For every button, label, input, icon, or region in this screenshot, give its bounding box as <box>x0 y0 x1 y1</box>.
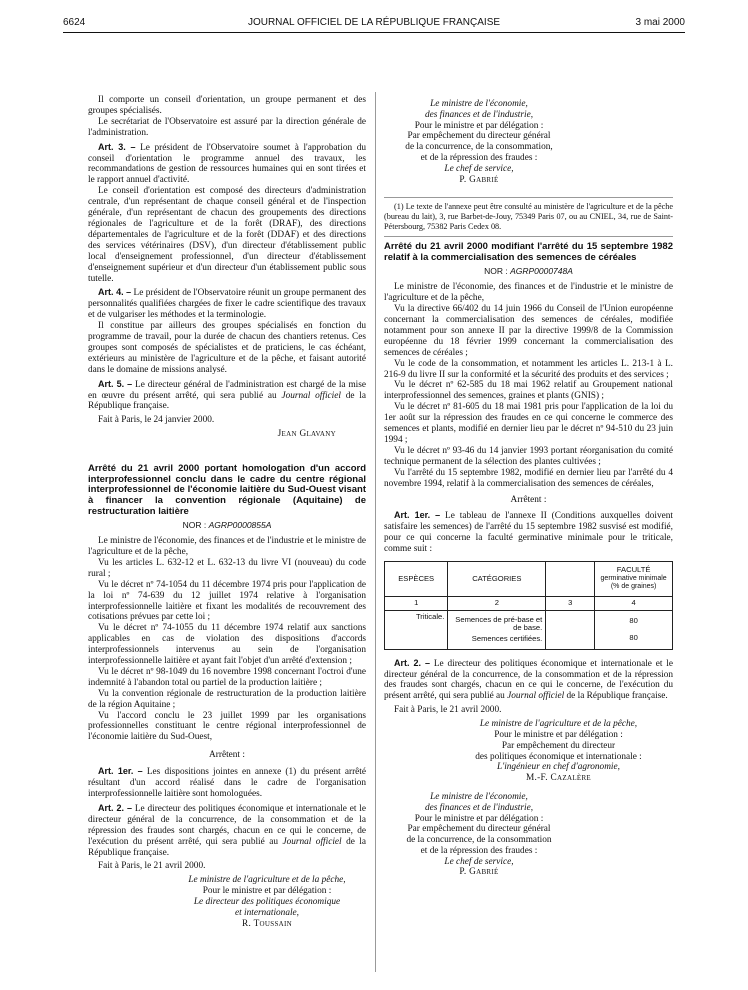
article-label: Art. 1er. – <box>98 766 143 777</box>
paragraph: Vu le décret nº 62-585 du 18 mai 1962 relatif au Groupement national interprofessionnel des semences, graines et plants (GNIS) ; <box>384 380 673 402</box>
sig-line: des politiques économique et internationale : <box>475 751 642 762</box>
journal-title: JOURNAL OFFICIEL DE LA RÉPUBLIQUE FRANÇAISE <box>247 17 501 28</box>
table-number-row <box>385 597 673 611</box>
signature-block <box>384 99 574 185</box>
decree-title: Arrêté du 21 avril 2000 modifiant l'arrêté du 15 septembre 1982 relatif à la commercialisation des semences de céréales <box>384 241 673 263</box>
sig-line: Le ministre de l'agriculture et de la pêche, <box>479 719 638 730</box>
sig-line: Pour le ministre et par délégation : <box>414 813 544 824</box>
article-text: Les dispositions jointes en annexe (1) du présent arrêté résultant d'un accord réalisé dans le cadre de l'organisation interprofessionnelle laitière sont homologuées. <box>88 767 367 799</box>
sig-line: des finances et de l'industrie, <box>424 109 534 120</box>
right-column <box>384 99 673 878</box>
column-divider <box>375 92 376 972</box>
article-1 <box>88 766 366 800</box>
article-label: Art. 4. – <box>98 287 132 298</box>
nor-reference <box>88 520 366 531</box>
paragraph: Vu la directive 66/402 du 14 juin 1966 du Conseil de l'Union européenne concernant la commercialisation des semences de céréales, modifiée notamment pour son annexe II par la directive 1999/8 de la Commission européenne du 18 février 1999 concernant la commercialisation des semences de céréales ; <box>384 304 673 358</box>
sig-line: de la concurrence, de la consommation, <box>405 142 553 153</box>
column-header <box>595 562 673 597</box>
sig-line: des finances et de l'industrie, <box>424 802 534 813</box>
article-text: de la République française. <box>88 836 366 858</box>
signer-name: P. Gabrié <box>459 174 499 185</box>
nor-label: NOR : <box>484 266 511 277</box>
table-cell-categories <box>448 610 546 649</box>
article-1 <box>384 510 673 555</box>
date-line: Fait à Paris, le 21 avril 2000. <box>394 705 502 716</box>
paragraph: Vu l'arrêté du 15 septembre 1982, modifié en dernier lieu par l'arrêté du 4 novembre 1994, relatif à la commercialisation des semences de céréales, <box>384 467 673 489</box>
paragraph: Vu les articles L. 632-12 et L. 632-13 du livre VI (nouveau) du code rural ; <box>88 557 366 579</box>
sig-line: et de la répression des fraudes : <box>420 152 538 163</box>
paragraph: Le conseil d'orientation est composé des directeurs d'administration centrale, d'un représentant de chaque conseil général et de l'inspection générale, d'un représentant de chacun des groupements des directions régionales de l'agriculture et de la forêt (DRAF), des directions départementales de l'agriculture et de la forêt (DDAF) et des directions des services vétérinaires (DSV), d'un directeur d'établissement public local d'enseignement professionnel, d'un directeur d'établissement d'enseignement supérieur et d'un directeur d'un établissement public sous tutelle. <box>88 186 366 284</box>
sig-line: Pour le ministre et par délégation : <box>414 120 544 131</box>
sig-line: de la concurrence, de la consommation <box>406 835 552 846</box>
signer-name: Jean Glavany <box>277 429 336 440</box>
article-label: Art. 2. – <box>394 657 431 668</box>
column-number: 4 <box>595 597 673 611</box>
journal-ref: Journal officiel <box>281 390 341 401</box>
sig-line: Le ministre de l'économie, <box>430 99 528 109</box>
paragraph: Le ministre de l'économie, des finances et de l'industrie et le ministre de l'agriculture et de la pêche, <box>88 536 366 557</box>
article-label: Art. 1er. – <box>394 510 441 521</box>
arretent-heading: Arrêtent : <box>209 750 245 761</box>
article-text: Le directeur général de l'administration est chargé de la mise en œuvre du présent arrêté, qui sera publié au <box>88 379 366 401</box>
table-header-row <box>385 562 673 597</box>
article-text: Le directeur des politiques économique et internationale et le directeur général de la concurrence, de la consommation et de la répression des fraudes sont chargés, chacun en ce qui le concerne, de l'exécution du présent arrêté, qui sera publié au <box>88 803 366 847</box>
article-text: Le président de l'Observatoire réunit un groupe permanent des personnalités qualifiées chargées de fixer le cadre scientifique des travaux et de vulgariser les méthodes et la terminologie. <box>88 288 366 321</box>
paragraph: Le secrétariat de l'Observatoire est assuré par la direction générale de l'administration. <box>88 116 366 138</box>
sig-line: Pour le ministre et par délégation : <box>494 729 623 740</box>
sig-line: et internationale, <box>234 907 300 918</box>
sig-line: Le directeur des politiques économique <box>193 896 341 907</box>
sig-line: et de la répression des fraudes : <box>420 845 538 856</box>
article-label: Art. 2. – <box>98 802 133 813</box>
column-header: CATÉGORIES <box>448 562 546 597</box>
paragraph: Le ministre de l'économie, des finances et de l'industrie et le ministre de l'agriculture et de la pêche, <box>384 282 673 304</box>
signature-block <box>384 719 673 784</box>
date-line: Fait à Paris, le 21 avril 2000. <box>98 861 206 872</box>
article-text: de la République française. <box>564 691 668 702</box>
section-rule <box>384 236 673 237</box>
sig-line: Le chef de service, <box>444 163 514 174</box>
article-4 <box>88 287 366 321</box>
footnote: (1) Le texte de l'annexe peut être consulté au ministère de l'agriculture et de la pêche (bureau du lait), 3, rue Barbet-de-Jouy, 75349 Paris 07, ou au CNIEL, 34, rue de Saint-Pétersbourg, 75382 Paris Cedex 08. <box>384 202 673 231</box>
article-text: Le tableau de l'annexe II (Conditions auxquelles doivent satisfaire les semences) de l'arrêté du 15 septembre 1982 susvisé est modifié, pour ce qui concerne la faculté germinative minimale pour le triticale, comme suit : <box>384 511 673 555</box>
paragraph: Vu le décret nº 74-1054 du 11 décembre 1974 pris pour l'application de la loi nº 74-639 du 12 juillet 1974 relative à l'organisation interprofessionnelle laitière et fixant les modalités de recouvrement des cotisations prévues par cette loi ; <box>88 579 366 623</box>
sig-line: Par empêchement du directeur <box>501 740 616 751</box>
paragraph: Il comporte un conseil d'orientation, un groupe permanent et des groupes spécialisés. <box>88 95 366 116</box>
article-3 <box>88 142 366 187</box>
value: 80 <box>629 615 638 625</box>
paragraph: Vu le décret nº 74-1055 du 11 décembre 1974 relatif aux sanctions applicables en cas de violation des dispositions d'accords interprofessionnels intervenus au sein de l'organisation interprofessionnelle laitière et ayant fait l'objet d'un arrêté d'extension ; <box>88 623 366 667</box>
sig-line: Par empêchement du directeur général <box>407 131 551 142</box>
journal-ref: Journal officiel <box>282 836 342 847</box>
category: Semences de pré-base et de base. <box>455 614 543 633</box>
annex-table <box>384 561 673 650</box>
paragraph: Il constitue par ailleurs des groupes spécialisés en fonction du programme de travail, pour la durée de chacun des chantiers retenus. Ces groupes sont composés de spécialistes et de praticiens, le cas échéant, extérieurs au ministère de l'agriculture et de la pêche, et faisant autorité dans le domaine de missions analysé. <box>88 321 366 375</box>
paragraph: Vu le décret nº 98-1049 du 16 novembre 1998 concernant l'octroi d'une indemnité à l'abandon total ou partiel de la production laitière ; <box>88 666 366 688</box>
column-header: ESPÈCES <box>385 562 448 597</box>
category: Semences certifiées. <box>471 633 543 643</box>
decree-title: Arrêté du 21 avril 2000 portant homologation d'un accord interprofessionnel conclu dans le cadre du centre régional interprofessionnel de l'économie laitière du Sud-Ouest visant à financer la convention régionale (Aquitaine) de restructuration laitière <box>88 463 366 517</box>
paragraph: Vu le code de la consommation, et notamment les articles L. 213-1 à L. 216-9 du livre II sur la conformité et la sécurité des produits et des services ; <box>384 358 673 380</box>
nor-reference <box>384 266 673 277</box>
nor-label: NOR : <box>182 520 209 531</box>
value: 80 <box>629 633 638 643</box>
column-header-line: FACULTÉ <box>616 565 651 575</box>
footnote-rule <box>384 197 673 198</box>
article-text: Le président de l'Observatoire soumet à l'approbation du conseil d'orientation le programme annuel des travaux, les recommandations de gestion de ressources humaines qui en sont tirées et le rapport annuel d'activité. <box>88 142 366 186</box>
column-header <box>546 562 595 597</box>
arretent-heading: Arrêtent : <box>510 495 547 506</box>
signer-name: P. Gabrié <box>459 867 499 878</box>
column-header-line: germinative minimale (% de graines) <box>600 574 667 591</box>
sig-line: Le ministre de l'économie, <box>430 791 528 802</box>
page-header <box>63 17 685 31</box>
paragraph: Vu le décret nº 93-46 du 14 janvier 1993 portant réorganisation du comité technique permanent de la sélection des plantes cultivées ; <box>384 445 673 467</box>
signature-block <box>88 875 366 929</box>
date-line: Fait à Paris, le 24 janvier 2000. <box>98 415 215 426</box>
sig-line: Pour le ministre et par délégation : <box>202 886 332 897</box>
article-label: Art. 3. – <box>98 141 136 152</box>
sig-line: Le chef de service, <box>444 856 514 867</box>
signer-name: R. Toussain <box>242 918 292 929</box>
left-column <box>88 95 366 929</box>
paragraph: Vu l'accord conclu le 23 juillet 1999 par les organisations professionnelles constituant le centre régional interprofessionnel de l'économie laitière du Sud-Ouest, <box>88 710 366 743</box>
header-rule <box>63 32 685 33</box>
article-2 <box>88 803 366 859</box>
signature-block <box>384 792 574 878</box>
sig-line: Par empêchement du directeur général <box>407 824 551 835</box>
article-text: Le directeur des politiques économique et internationale et le directeur général de la concurrence, de la consommation et de la répression des fraudes sont chargés, chacun en ce qui le concerne, de l'exécution du présent arrêté, qui sera publié au <box>384 658 673 702</box>
column-number: 1 <box>385 597 448 611</box>
issue-date: 3 mai 2000 <box>635 17 685 28</box>
article-label: Art. 5. – <box>98 378 133 389</box>
sig-line: L'ingénieur en chef d'agronomie, <box>497 762 620 773</box>
column-number: 2 <box>448 597 546 611</box>
table-cell-species: Triticale. <box>385 610 448 649</box>
table-cell-empty <box>546 610 595 649</box>
nor-code: AGRP0000748A <box>510 266 573 277</box>
page-number: 6624 <box>63 17 86 28</box>
table-cell-values <box>595 610 673 649</box>
paragraph: Vu la convention régionale de restructuration de la production laitière de la région Aquitaine ; <box>88 688 366 710</box>
table-row <box>385 610 673 649</box>
article-text: de la République française. <box>88 390 366 412</box>
sig-line: Le ministre de l'agriculture et de la pêche, <box>188 875 346 886</box>
paragraph: Vu le décret nº 81-605 du 18 mai 1981 pris pour l'application de la loi du 1er août sur la répression des fraudes en ce qui concerne le commerce des semences et plants, modifié en dernier lieu par le décret nº 94-510 du 23 juin 1994 ; <box>384 402 673 445</box>
journal-ref: Journal officiel <box>507 691 565 702</box>
column-number: 3 <box>546 597 595 611</box>
article-5 <box>88 379 366 413</box>
article-2 <box>384 658 673 703</box>
nor-code: AGRP0000855A <box>208 520 272 531</box>
signer-name: M.-F. Cazalère <box>525 773 592 784</box>
